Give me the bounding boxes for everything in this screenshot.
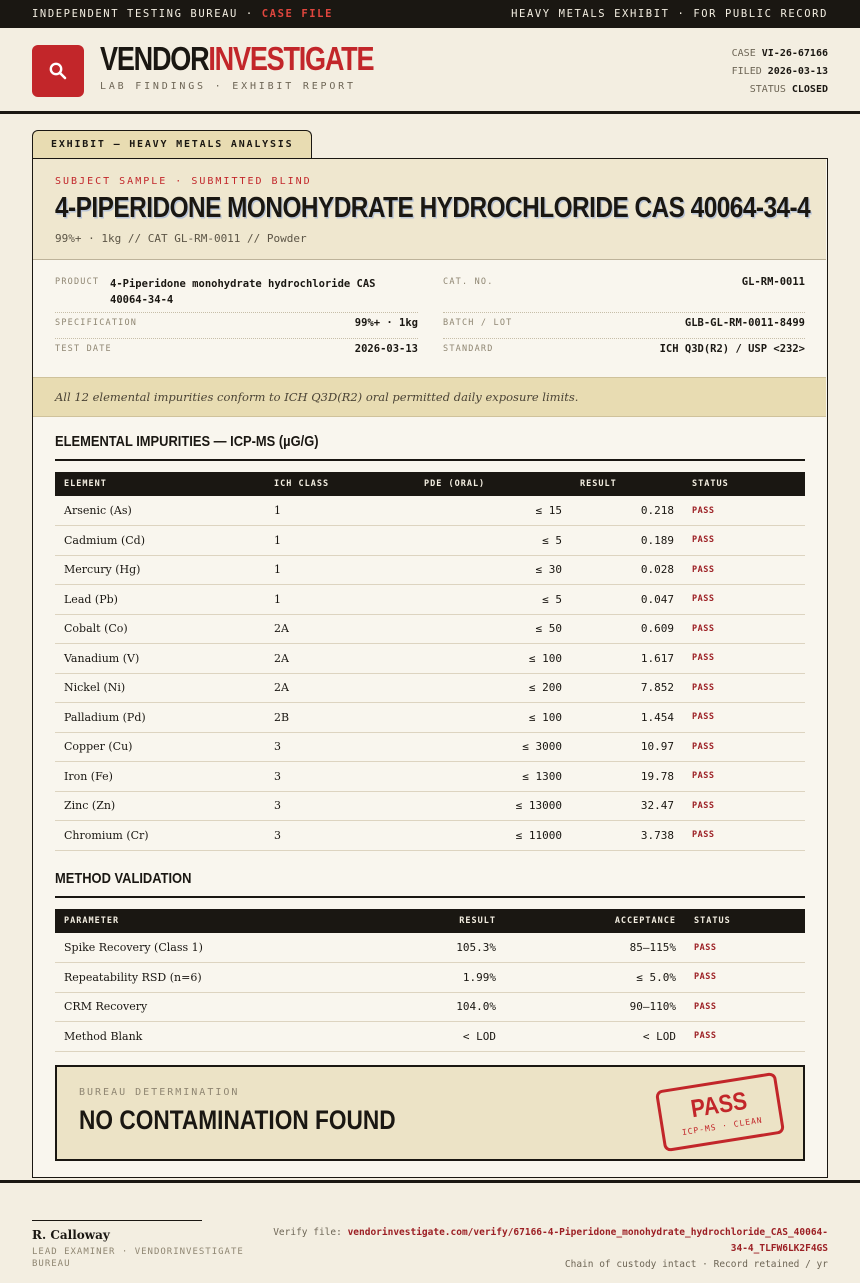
exhibit-tab: EXHIBIT — HEAVY METALS ANALYSIS: [32, 130, 312, 159]
top-bar-right: HEAVY METALS EXHIBIT · FOR PUBLIC RECORD: [511, 8, 828, 20]
col-pde: PDE (ORAL): [424, 479, 486, 489]
status-badge: PASS: [683, 614, 805, 644]
verify-link[interactable]: vendorinvestigate.com/verify/67166-4-Piperidone_monohydrate_hydrochloride_CAS_40064-34-4_TLFW6LK2F4GS: [347, 1227, 828, 1254]
table-cell: 1: [265, 585, 415, 615]
table-cell: 1.454: [571, 703, 683, 733]
validation-row: [55, 963, 805, 993]
status-badge: PASS: [683, 821, 805, 851]
subject-header: [33, 159, 826, 260]
impurity-row: [55, 526, 805, 556]
table-cell: 1: [265, 496, 415, 526]
testdate-label: TEST DATE: [55, 344, 112, 354]
spec-value: 99%+ · 1kg: [354, 317, 418, 329]
status-badge: PASS: [683, 791, 805, 821]
product-label: PRODUCT: [55, 277, 100, 287]
status-badge: PASS: [683, 732, 805, 762]
table-cell: 2B: [265, 703, 415, 733]
status-badge: PASS: [685, 992, 805, 1022]
impurity-row: [55, 644, 805, 674]
filed-date: 2026-03-13: [767, 66, 828, 77]
batch-label: BATCH / LOT: [443, 318, 513, 328]
col-acceptance: ACCEPTANCE: [614, 916, 676, 926]
status-badge: PASS: [685, 1022, 805, 1052]
table-cell: 3: [265, 732, 415, 762]
table-cell: ≤ 11000: [415, 821, 571, 851]
case-id-label: CASE: [731, 48, 756, 59]
table-cell: 3: [265, 762, 415, 792]
table-cell: 0.047: [571, 585, 683, 615]
table-cell: Cadmium (Cd): [55, 526, 265, 556]
table-cell: 1.617: [571, 644, 683, 674]
subject-subtitle: 99%+ · 1kg // CAT GL-RM-0011 // Powder: [55, 232, 307, 245]
table-cell: 10.97: [571, 732, 683, 762]
magnifier-icon: [48, 61, 68, 81]
col-status: STATUS: [692, 479, 729, 489]
examiner-name: R. Calloway: [32, 1228, 110, 1242]
brand-tagline: LAB FINDINGS · EXHIBIT REPORT: [100, 81, 356, 92]
standard-value: ICH Q3D(R2) / USP <232>: [659, 343, 805, 355]
top-bar-left-text: INDEPENDENT TESTING BUREAU ·: [32, 8, 262, 20]
col-ich-class: ICH CLASS: [274, 479, 330, 489]
case-status: CLOSED: [791, 84, 828, 95]
product-value: 4-Piperidone monohydrate hydrochloride CAS 40064-34-4: [110, 278, 376, 306]
table-cell: ≤ 13000: [415, 791, 571, 821]
table-cell: 1: [265, 555, 415, 585]
brand-logo[interactable]: [32, 45, 84, 97]
meta-standard: [443, 339, 805, 365]
subject-kicker: SUBJECT SAMPLE · SUBMITTED BLIND: [55, 176, 312, 187]
status-badge: PASS: [683, 585, 805, 615]
status-badge: PASS: [683, 496, 805, 526]
meta-catno: [443, 267, 805, 313]
table-cell: Spike Recovery (Class 1): [55, 933, 305, 963]
table-cell: ≤ 200: [415, 673, 571, 703]
table-cell: 3: [265, 791, 415, 821]
table-cell: 1: [265, 526, 415, 556]
table-cell: Copper (Cu): [55, 732, 265, 762]
table-cell: Repeatability RSD (n=6): [55, 963, 305, 993]
verify-label: Verify file:: [273, 1227, 348, 1238]
brand-name-vendor: VENDOR: [100, 40, 209, 77]
table-cell: Zinc (Zn): [55, 791, 265, 821]
examiner-role: LEAD EXAMINER · VENDORINVESTIGATE BUREAU: [32, 1247, 244, 1269]
table-cell: Vanadium (V): [55, 644, 265, 674]
custody-note: Chain of custody intact · Record retained / yr: [564, 1259, 828, 1270]
table-cell: ≤ 5.0%: [505, 963, 685, 993]
table-cell: Lead (Pb): [55, 585, 265, 615]
impurities-rule: [55, 459, 805, 461]
table-cell: ≤ 100: [415, 703, 571, 733]
catno-value: GL-RM-0011: [741, 276, 805, 288]
validation-row: [55, 992, 805, 1022]
determination-value: NO CONTAMINATION FOUND: [79, 1105, 396, 1135]
subject-title: 4-PIPERIDONE MONOHYDRATE HYDROCHLORIDE CAS 40064-34-4: [55, 192, 811, 224]
status-badge: PASS: [683, 762, 805, 792]
impurity-row: [55, 703, 805, 733]
conformance-note: All 12 elemental impurities conform to ICH Q3D(R2) oral permitted daily exposure limits.: [33, 377, 826, 417]
col-val-result: RESULT: [459, 916, 496, 926]
table-cell: 0.189: [571, 526, 683, 556]
status-badge: PASS: [683, 526, 805, 556]
testdate-value: 2026-03-13: [354, 343, 418, 355]
table-cell: < LOD: [305, 1022, 505, 1052]
case-file-label: CASE FILE: [261, 8, 334, 20]
table-cell: 7.852: [571, 673, 683, 703]
table-cell: 0.609: [571, 614, 683, 644]
col-val-status: STATUS: [694, 916, 731, 926]
catno-label: CAT. NO.: [443, 277, 494, 287]
col-parameter: PARAMETER: [64, 916, 120, 926]
table-cell: 105.3%: [305, 933, 505, 963]
table-cell: 2A: [265, 673, 415, 703]
impurities-table: [55, 472, 805, 851]
status-badge: PASS: [683, 673, 805, 703]
filed-line: [732, 63, 828, 81]
site-footer: [0, 1180, 860, 1283]
table-cell: 1.99%: [305, 963, 505, 993]
batch-value: GLB-GL-RM-0011-8499: [684, 317, 805, 329]
table-cell: ≤ 3000: [415, 732, 571, 762]
table-cell: Method Blank: [55, 1022, 305, 1052]
top-bar: [0, 0, 860, 28]
table-cell: Nickel (Ni): [55, 673, 265, 703]
brand-name-investigate: INVESTIGATE: [208, 40, 374, 77]
impurity-row: [55, 585, 805, 615]
col-element: ELEMENT: [64, 479, 107, 489]
table-cell: Mercury (Hg): [55, 555, 265, 585]
table-cell: 3.738: [571, 821, 683, 851]
impurity-row: [55, 614, 805, 644]
impurity-row: [55, 791, 805, 821]
table-cell: ≤ 15: [415, 496, 571, 526]
table-cell: ≤ 5: [415, 585, 571, 615]
table-cell: 104.0%: [305, 992, 505, 1022]
table-cell: 0.218: [571, 496, 683, 526]
site-header: [0, 28, 860, 114]
meta-spec: [55, 313, 418, 339]
status-badge: PASS: [685, 933, 805, 963]
determination-label: BUREAU DETERMINATION: [79, 1087, 240, 1098]
table-cell: 2A: [265, 644, 415, 674]
case-info: [732, 45, 828, 99]
stamp-main: PASS: [688, 1086, 749, 1124]
top-bar-left: [32, 8, 333, 20]
col-result: RESULT: [580, 479, 617, 489]
table-cell: ≤ 5: [415, 526, 571, 556]
validation-header-row: [55, 909, 805, 933]
table-cell: 90–110%: [505, 992, 685, 1022]
table-cell: 0.028: [571, 555, 683, 585]
table-cell: ≤ 100: [415, 644, 571, 674]
standard-label: STANDARD: [443, 344, 494, 354]
validation-row: [55, 933, 805, 963]
stamp-sub: ICP-MS · CLEAN: [681, 1115, 764, 1138]
table-cell: < LOD: [505, 1022, 685, 1052]
status-label: STATUS: [749, 84, 786, 95]
validation-title: METHOD VALIDATION: [55, 870, 192, 887]
impurity-row: [55, 673, 805, 703]
signature-line: [32, 1220, 202, 1221]
meta-testdate: [55, 339, 418, 365]
exhibit-card: [32, 158, 828, 1178]
table-cell: Cobalt (Co): [55, 614, 265, 644]
case-id: VI-26-67166: [761, 48, 828, 59]
status-badge: PASS: [683, 644, 805, 674]
verify-block: [268, 1225, 828, 1273]
impurity-row: [55, 496, 805, 526]
status-badge: PASS: [683, 555, 805, 585]
impurity-row: [55, 732, 805, 762]
table-cell: 85–115%: [505, 933, 685, 963]
bureau-determination: [55, 1065, 805, 1161]
validation-table: [55, 909, 805, 1052]
validation-row: [55, 1022, 805, 1052]
table-cell: Arsenic (As): [55, 496, 265, 526]
impurity-row: [55, 555, 805, 585]
meta-right: [443, 267, 805, 365]
spec-label: SPECIFICATION: [55, 318, 138, 328]
impurity-row: [55, 762, 805, 792]
status-badge: PASS: [685, 963, 805, 993]
table-cell: ≤ 30: [415, 555, 571, 585]
table-cell: Palladium (Pd): [55, 703, 265, 733]
meta-left: [55, 267, 418, 365]
table-cell: CRM Recovery: [55, 992, 305, 1022]
impurities-title: ELEMENTAL IMPURITIES — ICP-MS (µG/G): [55, 433, 319, 450]
table-cell: 2A: [265, 614, 415, 644]
table-cell: 32.47: [571, 791, 683, 821]
status-line: [732, 81, 828, 99]
pass-stamp: [655, 1072, 785, 1152]
table-cell: 3: [265, 821, 415, 851]
impurities-header-row: [55, 472, 805, 496]
validation-rule: [55, 896, 805, 898]
table-cell: Iron (Fe): [55, 762, 265, 792]
table-cell: ≤ 1300: [415, 762, 571, 792]
impurity-row: [55, 821, 805, 851]
meta-product: [55, 267, 418, 313]
table-cell: Chromium (Cr): [55, 821, 265, 851]
table-cell: 19.78: [571, 762, 683, 792]
case-id-line: [732, 45, 828, 63]
meta-batch: [443, 313, 805, 339]
brand-name[interactable]: [100, 40, 373, 78]
table-cell: ≤ 50: [415, 614, 571, 644]
status-badge: PASS: [683, 703, 805, 733]
filed-label: FILED: [731, 66, 762, 77]
